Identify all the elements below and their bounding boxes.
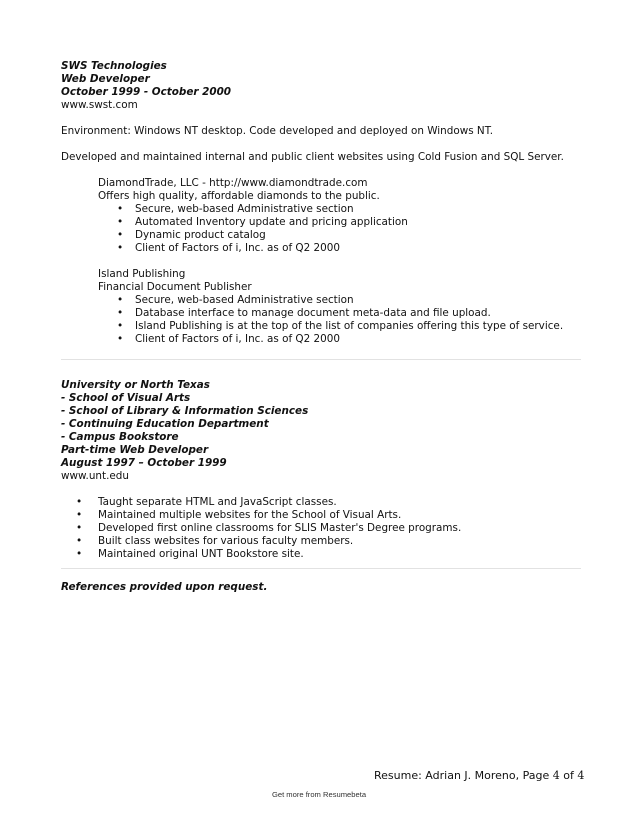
bullet-icon: • <box>76 522 83 534</box>
unit-library-sciences: - School of Library & Information Sciences <box>61 405 309 417</box>
company-name: SWS Technologies <box>61 60 167 72</box>
job2-bullets <box>61 496 581 561</box>
bullet-icon: • <box>117 242 124 254</box>
list-item: • Built class websites for various faculty members. <box>76 535 354 547</box>
footer-page-number: 4 <box>552 769 560 782</box>
footer-of: of <box>563 769 574 782</box>
list-item: • Secure, web-based Administrative section <box>117 203 354 215</box>
client-diamondtrade-desc: Offers high quality, affordable diamonds to the public. <box>98 190 380 202</box>
unit-continuing-education: - Continuing Education Department <box>61 418 269 430</box>
job2-title: Part-time Web Developer <box>61 444 209 456</box>
bullet-icon: • <box>117 203 124 215</box>
bullet-icon: • <box>76 535 83 547</box>
list-item: • Client of Factors of i, Inc. as of Q2 2000 <box>117 333 340 345</box>
list-item: • Database interface to manage document meta-data and file upload. <box>117 307 491 319</box>
list-item: • Automated Inventory update and pricing application <box>117 216 408 228</box>
section-divider <box>61 568 581 569</box>
bullet-icon: • <box>117 294 124 306</box>
job-summary: Developed and maintained internal and public client websites using Cold Fusion and SQL Server. <box>61 151 564 163</box>
university-name: University or North Texas <box>61 379 210 391</box>
unit-bookstore: - Campus Bookstore <box>61 431 179 443</box>
references-note: References provided upon request. <box>61 581 268 593</box>
job2-dates: August 1997 – October 1999 <box>61 457 227 469</box>
footer-resume-label: Resume: Adrian J. Moreno, Page <box>374 769 550 782</box>
list-item: • Maintained original UNT Bookstore site. <box>76 548 304 560</box>
bullet-icon: • <box>117 216 124 228</box>
environment-text: Environment: Windows NT desktop. Code developed and deployed on Windows NT. <box>61 125 494 137</box>
list-item: • Secure, web-based Administrative section <box>117 294 354 306</box>
resume-page <box>61 60 581 594</box>
list-item: • Maintained multiple websites for the School of Visual Arts. <box>76 509 402 521</box>
company-url: www.swst.com <box>61 99 138 111</box>
bullet-icon: • <box>76 548 83 560</box>
bullet-icon: • <box>76 509 83 521</box>
page-footer <box>374 769 584 782</box>
bullet-icon: • <box>76 496 83 508</box>
client-diamondtrade-name: DiamondTrade, LLC - http://www.diamondtrade.com <box>98 177 368 189</box>
client-island-bullets <box>61 294 581 346</box>
job-dates: October 1999 - October 2000 <box>61 86 232 98</box>
unit-visual-arts: - School of Visual Arts <box>61 392 191 404</box>
bullet-icon: • <box>117 320 124 332</box>
list-item: • Developed first online classrooms for SLIS Master's Degree programs. <box>76 522 462 534</box>
client-island-desc: Financial Document Publisher <box>98 281 252 293</box>
bullet-icon: • <box>117 307 124 319</box>
list-item: • Island Publishing is at the top of the list of companies offering this type of service. <box>117 320 564 332</box>
bullet-icon: • <box>117 333 124 345</box>
client-diamondtrade-bullets <box>61 203 581 255</box>
section-divider <box>61 359 581 360</box>
list-item: • Dynamic product catalog <box>117 229 266 241</box>
university-url: www.unt.edu <box>61 470 129 482</box>
list-item: • Client of Factors of i, Inc. as of Q2 2000 <box>117 242 340 254</box>
list-item: • Taught separate HTML and JavaScript classes. <box>76 496 337 508</box>
bullet-icon: • <box>117 229 124 241</box>
job-title: Web Developer <box>61 73 150 85</box>
client-island-name: Island Publishing <box>98 268 186 280</box>
footer-page-total: 4 <box>577 769 585 782</box>
source-link[interactable]: Get more from Resumebeta <box>271 790 367 799</box>
